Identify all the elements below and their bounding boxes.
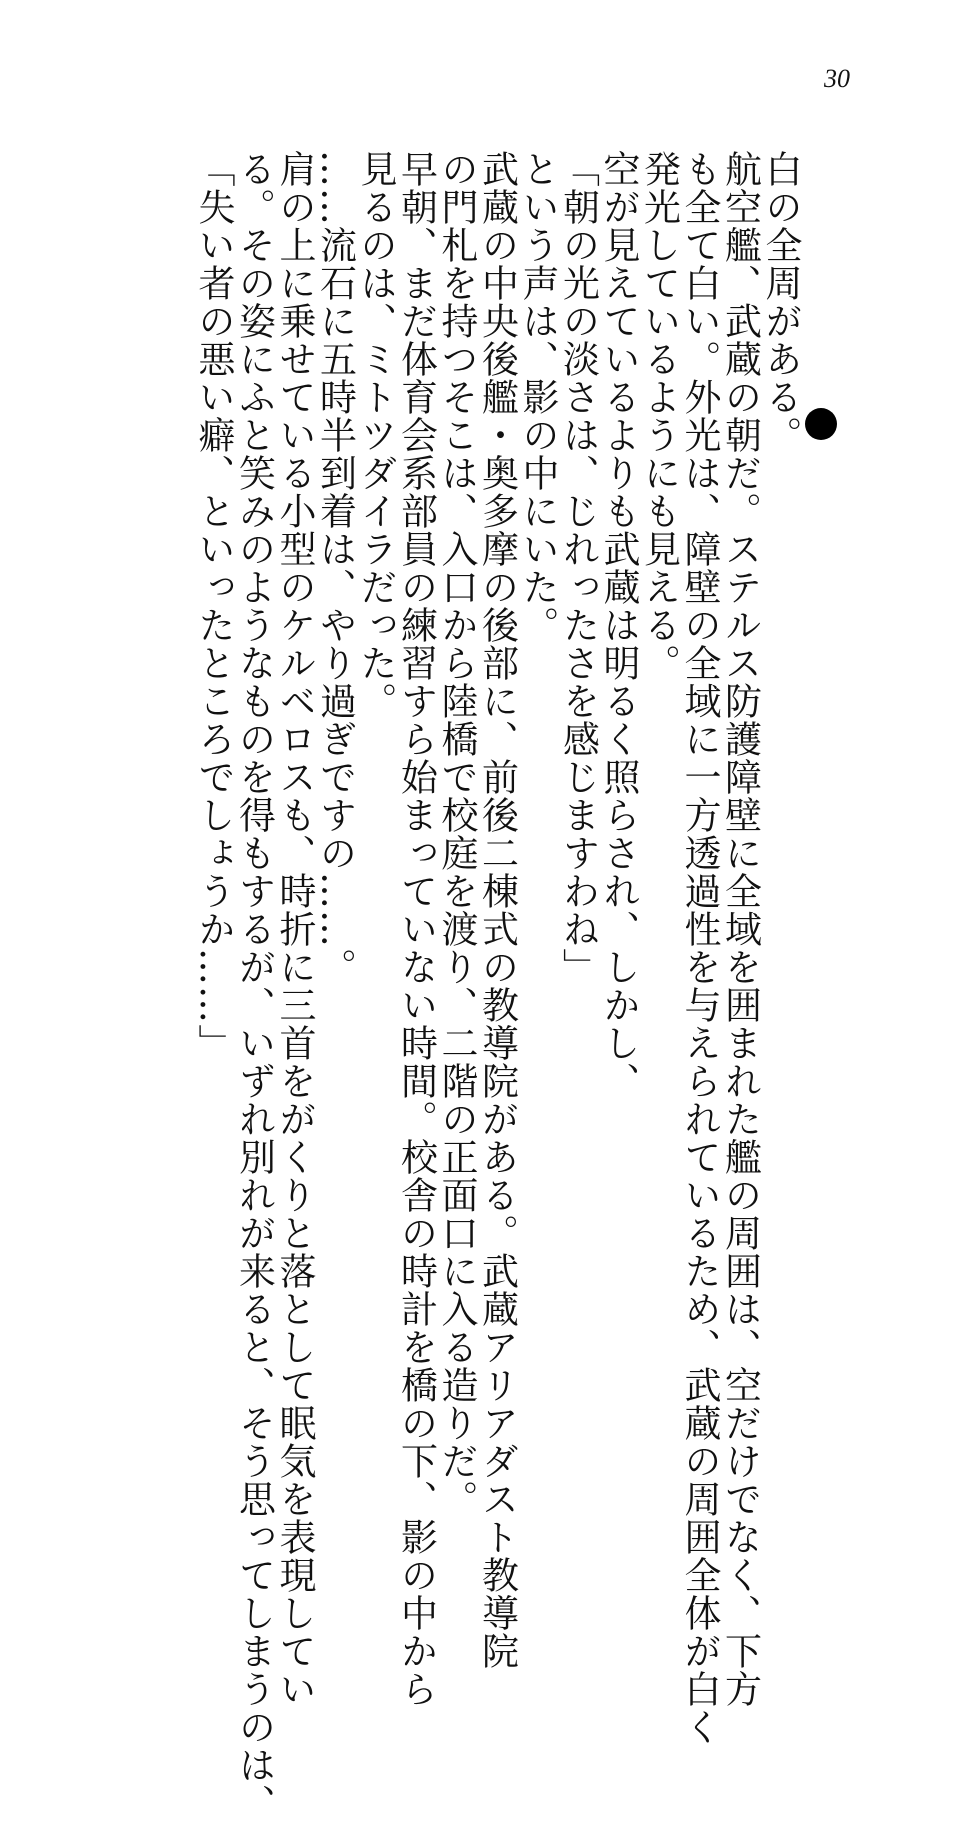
section-marker-dot xyxy=(805,408,837,440)
text-column: の門札を持つそこは、入口から陸橋で校庭を渡り、二階の正面口に入る造りだ。 xyxy=(435,150,478,1518)
text-column: 見るのは、ミトツダイラだった。 xyxy=(354,150,397,720)
text-column: 空が見えているよりも武蔵は明るく照らされ、しかし、 xyxy=(597,150,640,1100)
body-text xyxy=(192,150,802,1822)
text-column: という声は、影の中にいた。 xyxy=(516,150,559,644)
text-column: も全て白い。外光は、障壁の全域に一方透過性を与えられているため、武蔵の周囲全体が白く xyxy=(678,150,721,1746)
text-column: 発光しているようにも見える。 xyxy=(637,150,681,682)
text-column: 肩の上に乗せている小型のケルベロスも、時折に三首をがくりと落として眠気を表現してい xyxy=(273,150,316,1708)
page-number: 30 xyxy=(824,64,850,93)
text-column: 武蔵の中央後艦・奥多摩の後部に、前後二棟式の教導院がある。武蔵アリアダスト教導院 xyxy=(475,150,519,1670)
text-column: る。その姿にふと笑みのようなものを得もするが、いずれ別れが来ると、そう思ってしまうのは、 xyxy=(232,150,276,1822)
text-column: 早朝、まだ体育会系部員の練習すら始まっていない時間。校舎の時計を橋の下、影の中から xyxy=(394,150,438,1708)
text-column: 「失い者の悪い癖、といったところでしょうか……」 xyxy=(192,150,235,1062)
text-column: 「朝の光の淡さは、じれったさを感じますわね」 xyxy=(556,150,600,986)
text-column: ……流石に五時半到着は、やり過ぎですの……。 xyxy=(313,150,357,986)
text-column: 白の全周がある。 xyxy=(759,150,802,454)
text-column: 航空艦、武蔵の朝だ。ステルス防護障壁に全域を囲まれた艦の周囲は、空だけでなく、下方 xyxy=(718,150,762,1708)
